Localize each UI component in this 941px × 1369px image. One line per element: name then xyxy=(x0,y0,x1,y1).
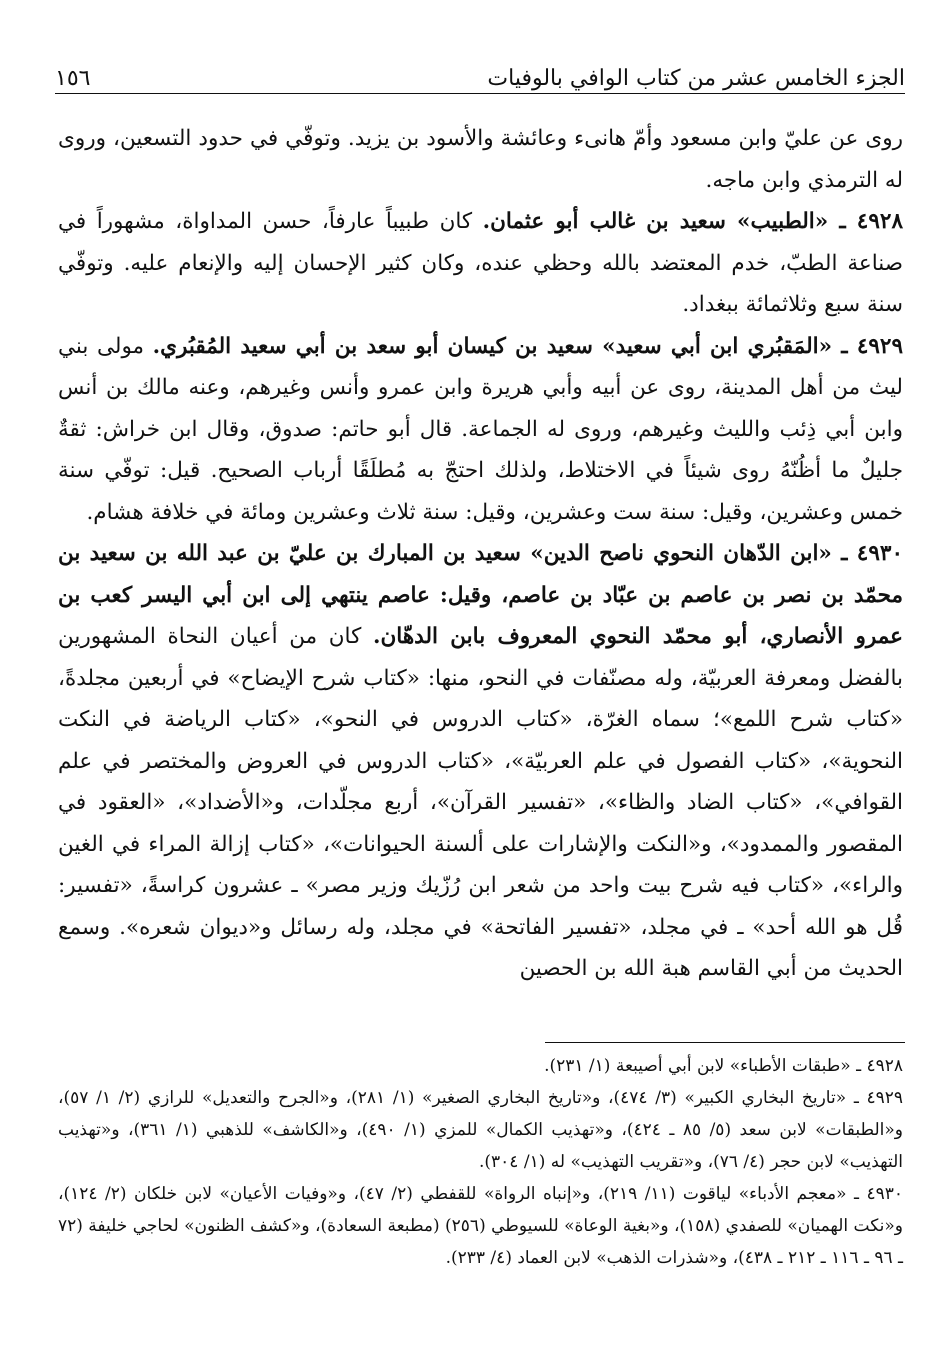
header-divider xyxy=(55,93,905,94)
footnote-4929: ٤٩٢٩ ـ «تاريخ البخاري الكبير» (٣/ ٤٧٤)، و«تاريخ البخاري الصغير» (١/ ٢٨١)، و«الجرح والتعديل» للرازي (٢/ ١/ ٥٧)، و«الطبقات» لابن سعد (٥/ ٨٥ ـ ٤٢٤)، و«تهذيب الكمال» للمزي (١/ ٤٩٠)، و«الكاشف» للذهبي (١/ ٣٦١)، و«تهذيب التهذيب» لابن حجر (٤/ ٧٦)، و«تقريب التهذيب» له (١/ ٣٠٤). xyxy=(58,1088,904,1172)
entry-4928 xyxy=(58,201,903,326)
entry-text: كان من أعيان النحاة المشهورين بالفضل ومعرفة العربيّة، وله مصنّفات في النحو، منها: «كتاب شرح الإيضاح» في أربعين مجلدةً، «كتاب شرح اللمع»؛ سماه الغرّة، «كتاب الدروس في النحو»، «كتاب الرياضة في النكت النحوية»، «كتاب الفصول في علم العربيّة»، «كتاب الدروس في العروض والمختصر في علم القوافي»، «كتاب الضاد والظاء»، «تفسير القرآن»، أربع مجلّدات، و«الأضداد»، «العقود في المقصور والممدود»، و«النكت والإشارات على ألسنة الحيوانات»، «كتاب إزالة المراء في الغين والراء»، «كتاب فيه شرح بيت واحد من شعر ابن رُزّيك وزير مصر» ـ عشرون كراسةً، «تفسير: قُل هو الله أحد» ـ في مجلد، «تفسير الفاتحة» في مجلد، وله رسائل و«ديوان شعره». وسمع الحديث من أبي القاسم هبة الله بن الحصين xyxy=(58,624,903,981)
entry-4929 xyxy=(58,326,903,534)
continuation-paragraph: روى عن عليّ وابن مسعود وأمّ هانىء وعائشة والأسود بن يزيد. وتوفّي في حدود التسعين، وروى له الترمذي وابن ماجه. xyxy=(58,126,903,193)
footnote-4930: ٤٩٣٠ ـ «معجم الأدباء» لياقوت (١١/ ٢١٩)، و«إنباه الرواة» للقفطي (٢/ ٤٧)، و«وفيات الأعيان» لابن خلكان (٢/ ١٢٤)، و«نكت الهميان» للصفدي (١٥٨)، و«بغية الوعاة» للسيوطي (٢٥٦) (مطبعة السعادة)، و«كشف الظنون» لحاجي خليفة (٧٢ ـ ٩٦ ـ ١١٦ ـ ٢١٢ ـ ٤٣٨)، و«شذرات الذهب» لابن العماد (٤/ ٢٣٣). xyxy=(58,1184,903,1268)
entry-number: ٤٩٢٨ ـ xyxy=(828,209,903,234)
footnotes xyxy=(58,1050,903,1274)
entry-number: ٤٩٣٠ ـ xyxy=(831,541,903,566)
entry-heading: «الطبيب» سعيد بن غالب أبو عثمان. xyxy=(482,209,829,234)
footnote-divider xyxy=(545,1042,905,1043)
footnote-4928: ٤٩٢٨ ـ «طبقات الأطباء» لابن أبي أصيبعة (١/ ٢٣١). xyxy=(544,1056,903,1076)
main-text xyxy=(58,118,903,990)
entry-heading: «ابن الدّهان النحوي ناصح الدين» سعيد بن المبارك بن عليّ بن عبد الله بن سعيد بن محمّد بن نصر بن عاصم بن عبّاد بن عاصم، وقيل: عاصم ينتهي إلى ابن أبي اليسر كعب بن عمرو الأنصاري، أبو محمّد النحوي المعروف بابن الدهّان. xyxy=(58,541,903,649)
entry-number: ٤٩٢٩ ـ xyxy=(832,333,904,359)
entry-text: كان طبيباً عارفاً، حسن المداواة، مشهوراً في صناعة الطبّ، خدم المعتضد بالله وحظي عنده، وكان كثير الإحسان إليه والإنعام عليه. وتوفّي سنة سبع وثلاثمائة ببغداد. xyxy=(58,209,903,317)
entry-4930 xyxy=(58,533,903,990)
entry-text: مولى بني ليث من أهل المدينة، روى عن أبيه وأبي هريرة وابن عمرو وأنس وغيرهم، وعنه مالك بن أنس وابن أبي ذِئب والليث وغيرهم، وروى له الجماعة. قال أبو حاتم: صدوق، وقال ابن خراش: ثقةٌ جليلٌ ما أظُنّهُ روى شيئاً في الاختلاط، ولذلك احتجّ به مُطلَقًا أرباب الصحيح. قيل: توفّي سنة خمس وعشرين، وقيل: سنة ست وعشرين، وقيل: سنة ثلاث وعشرين ومائة في خلافة هشام. xyxy=(58,333,903,525)
running-title: الجزء الخامس عشر من كتاب الوافي بالوفيات xyxy=(487,66,905,91)
page-number: ١٥٦ xyxy=(55,66,91,91)
entry-heading: «المَقبُري ابن أبي سعيد» سعيد بن كيسان أبو سعد بن أبي سعيد المُقبُري. xyxy=(152,333,833,359)
page-header xyxy=(55,55,905,91)
